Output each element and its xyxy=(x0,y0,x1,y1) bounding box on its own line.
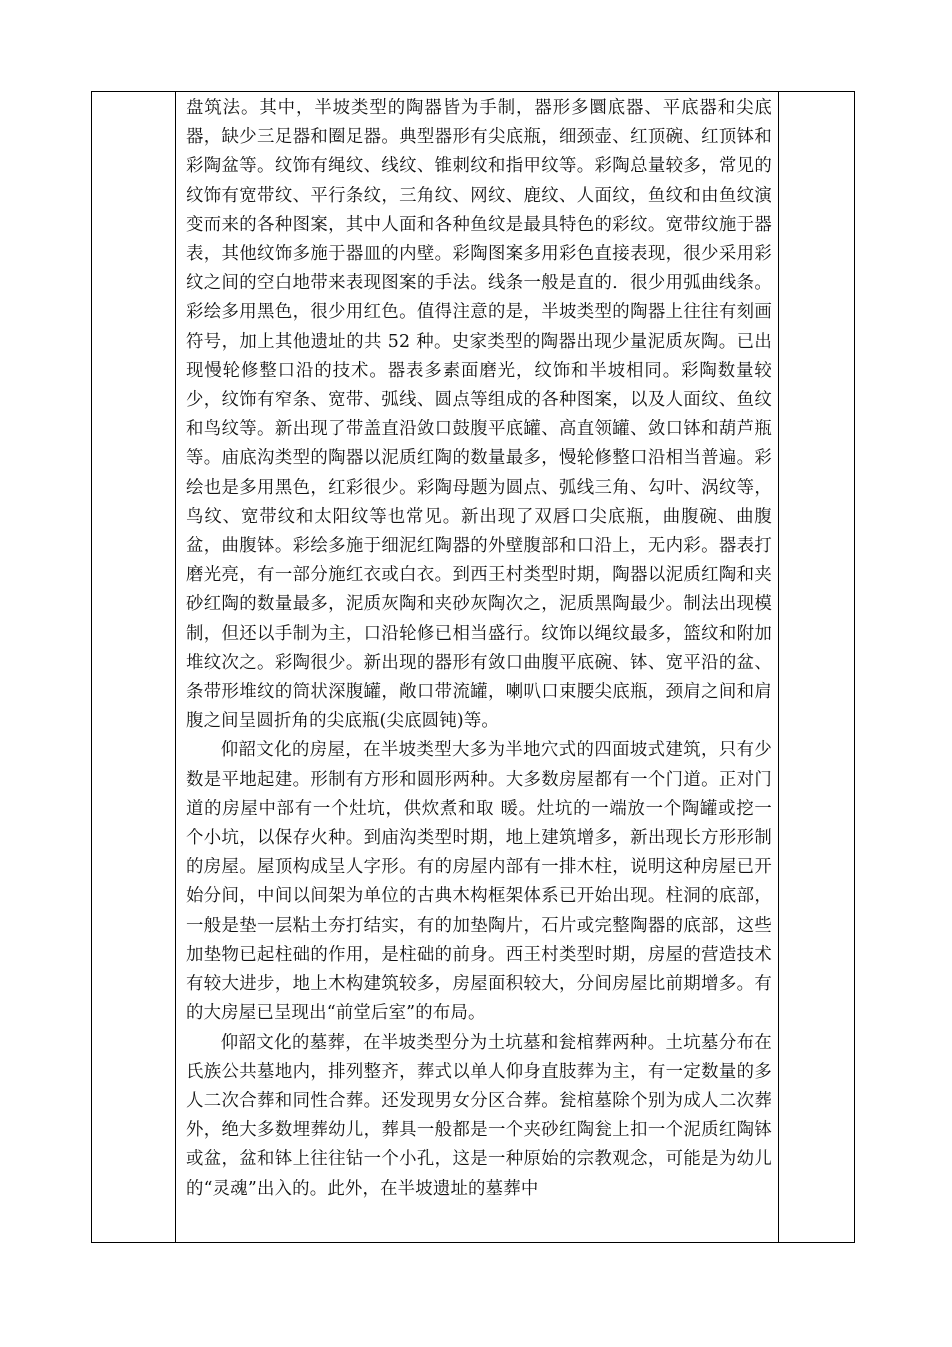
left-empty-cell xyxy=(92,92,176,1243)
paragraph-burials: 仰韶文化的墓葬，在半坡类型分为土坑墓和瓮棺葬两种。土坑墓分布在氏族公共墓地内，排列整齐，葬式以单人仰身直肢葬为主，有一定数量的多人二次合葬和同性合葬。还发现男女分区合葬。瓮棺墓除个别为成人二次葬外，绝大多数埋葬幼儿，葬具一般都是一个夹砂红陶瓮上扣一个泥质红陶钵或盆，盆和钵上往往钻一个小孔，这是一种原始的宗教观念，可能是为幼儿的“灵魂”出入的。此外，在半坡遗址的墓葬中 xyxy=(186,1032,772,1199)
paragraph-houses: 仰韶文化的房屋，在半坡类型大多为半地穴式的四面坡式建筑，只有少数是平地起建。形制有方形和圆形两种。大多数房屋都有一个门道。正对门道的房屋中部有一个灶坑，供炊煮和取 暖。灶坑的一端放一个陶罐或挖一个小坑，以保存火种。到庙沟类型时期，地上建筑增多，新出现长方形形制的房屋。屋顶构成呈人字形。有的房屋内部有一排木柱，说明这种房屋已开始分间，中间以间架为单位的古典木构框架体系已开始出现。柱洞的底部，一般是垫一层粘土夯打结实，有的加垫陶片，石片或完整陶器的底部，这些加垫物已起柱础的作用，是柱础的前身。西王村类型时期，房屋的营造技术有较大进步，地上木构建筑较多，房屋面积较大，分间房屋比前期增多。有的大房屋已呈现出“前堂后室”的布局。 xyxy=(186,740,772,1024)
document-body xyxy=(176,92,778,1240)
paragraph-pottery: 盘筑法。其中，半坡类型的陶器皆为手制，器形多圜底器、平底器和尖底器，缺少三足器和圈足器。典型器形有尖底瓶，细颈壶、红顶碗、红顶钵和彩陶盆等。纹饰有绳纹、线纹、锥刺纹和指甲纹等。彩陶总量较多，常见的纹饰有宽带纹、平行条纹，三角纹、网纹、鹿纹、人面纹，鱼纹和由鱼纹演变而来的各种图案，其中人面和各种鱼纹是最具特色的彩纹。宽带纹施于器表，其他纹饰多施于器皿的内壁。彩陶图案多用彩色直接表现，很少采用彩纹之间的空白地带来表现图案的手法。线条一般是直的．很少用弧曲线条。彩绘多用黑色，很少用红色。值得注意的是，半坡类型的陶器上往往有刻画符号，加上其他遗址的共 52 种。史家类型的陶器出现少量泥质灰陶。已出现慢轮修整口沿的技术。器表多素面磨光，纹饰和半坡相同。彩陶数量较少，纹饰有窄条、宽带、弧线、圆点等组成的各种图案，以及人面纹、鱼纹和鸟纹等。新出现了带盖直沿敛口鼓腹平底罐、高直领罐、敛口钵和葫芦瓶等。庙底沟类型的陶器以泥质红陶的数量最多，慢轮修整口沿相当普遍。彩绘也是多用黑色，红彩很少。彩陶母题为圆点、弧线三角、勾叶、涡纹等，鸟纹、宽带纹和太阳纹等也常见。新出现了双唇口尖底瓶，曲腹碗、曲腹盆，曲腹钵。彩绘多施于细泥红陶器的外壁腹部和口沿上，无内彩。器表打磨光亮，有一部分施红衣或白衣。到西王村类型时期，陶器以泥质红陶和夹砂红陶的数量最多，泥质灰陶和夹砂灰陶次之，泥质黑陶最少。制法出现模制，但还以手制为主，口沿轮修已相当盛行。纹饰以绳纹最多，篮纹和附加堆纹次之。彩陶很少。新出现的器形有敛口曲腹平底碗、钵、宽平沿的盆、条带形堆纹的筒状深腹罐，敞口带流罐，喇叭口束腰尖底瓶，颈肩之间和肩腹之间呈圆折角的尖底瓶(尖底圆钝)等。 xyxy=(186,98,772,732)
content-cell xyxy=(176,92,779,1243)
right-empty-cell xyxy=(779,92,855,1243)
document-table xyxy=(91,91,855,1243)
